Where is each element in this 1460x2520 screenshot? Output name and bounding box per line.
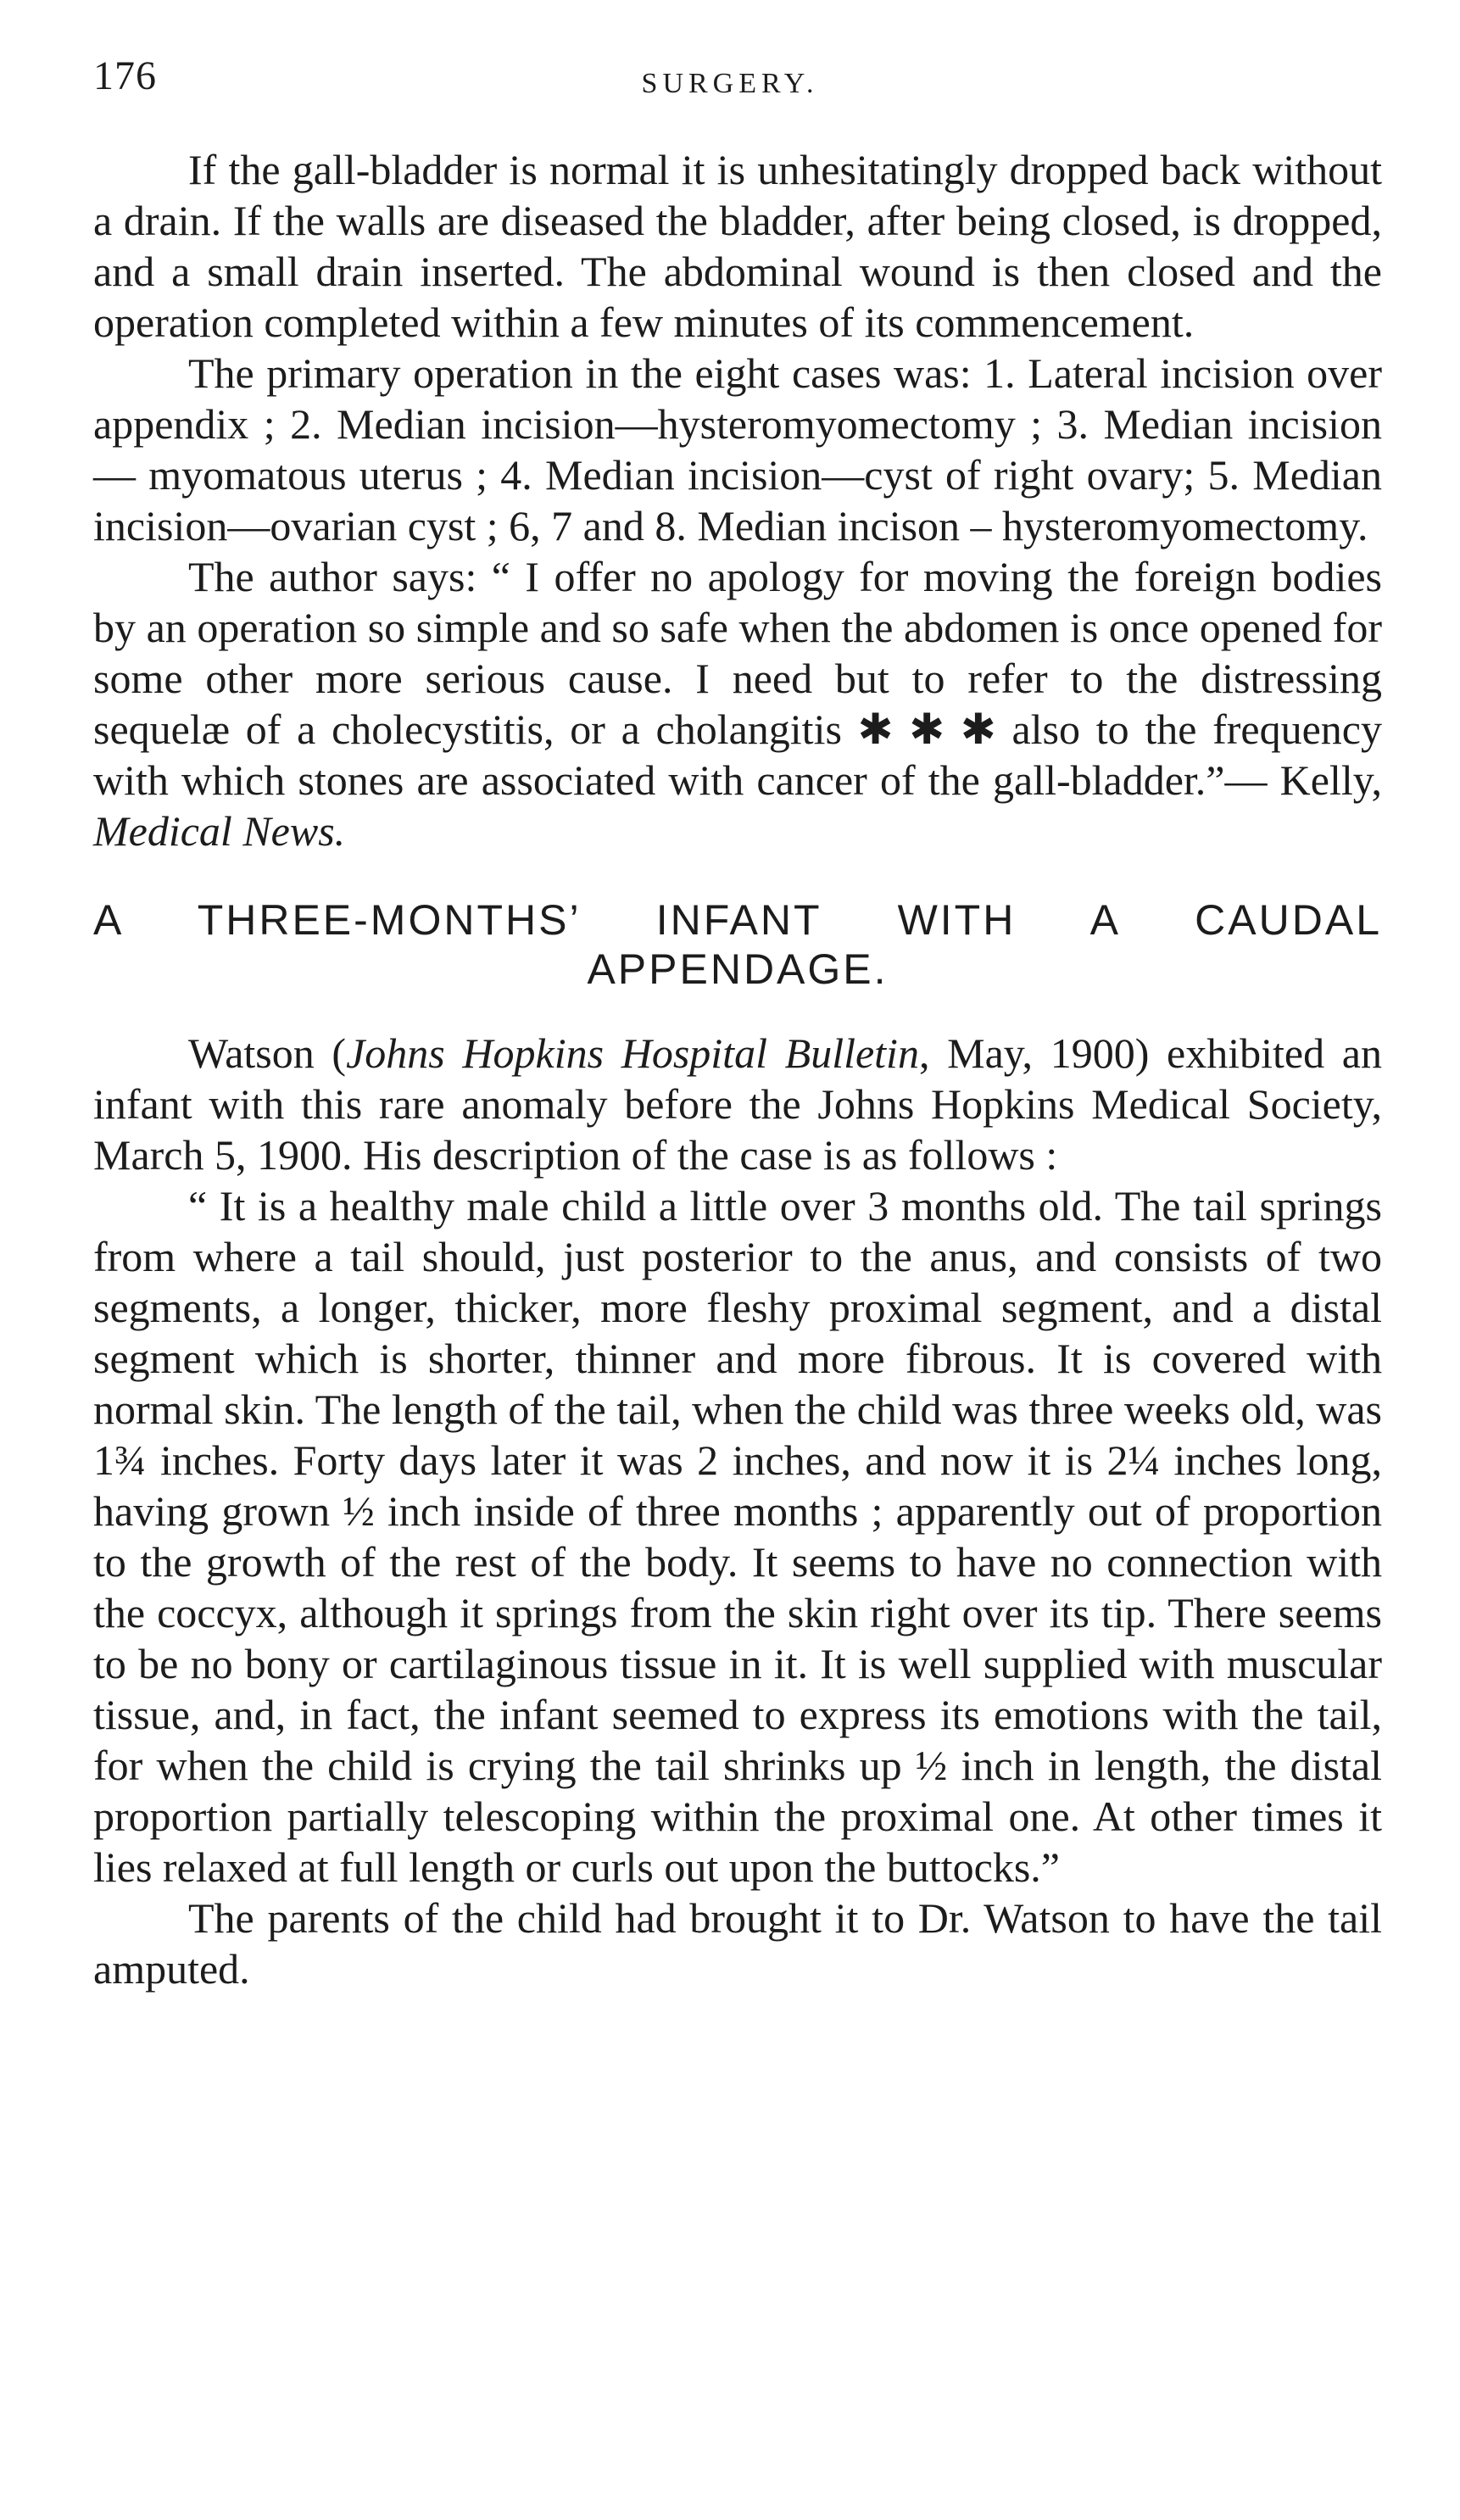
paragraph-primary-operations: The primary operation in the eight cases was: 1. Lateral incision over appendix ; 2. Median incision—hysteromyomectomy ; 3. Median incision — myomatous uterus ; 4. Median incision—cyst of right ovary; 5. Median incision—ovarian cyst ; 6, 7 and 8. Median incison – hysteromyomectomy. (93, 349, 1382, 549)
section-heading-line-1: A THREE-MONTHS’ INFANT WITH A CAUDAL (93, 896, 1382, 944)
paragraph-author-quote (93, 551, 1382, 856)
paragraph-case-description: “ It is a healthy male child a little over 3 months old. The tail springs from where a tail should, just posterior to the anus, and consists of two segments, a longer, thicker, more fleshy proximal segment, and a distal segment which is shorter, thinner and more fibrous. It is covered with normal skin. The length of the tail, when the child was three weeks old, was 1¾ inches. Forty days later it was 2 inches, and now it is 2¼ inches long, having grown ½ inch inside of three months ; apparently out of proportion to the growth of the rest of the body. It seems to have no connection with the coccyx, although it springs from the skin right over its tip. There seems to be no bony or cartilaginous tissue in it. It is well supplied with muscular tissue, and, in fact, the infant seemed to express its emotions with the tail, for when the child is crying the tail shrinks up ½ inch in length, the distal proportion partially telescoping within the proximal one. At other times it lies relaxed at full length or curls out upon the buttocks.” (93, 1182, 1382, 1891)
journal-citation: Johns Hopkins Hospital Bulletin (346, 1029, 919, 1077)
watson-intro-text-b: , May, 1900) exhibited an infant with this rare anomaly before the Johns Hopkins Medical Society, March 5, 1900. His description of the case is as follows : (93, 1029, 1382, 1179)
paragraph-gallbladder-drain: If the gall-bladder is normal it is unhesitatingly dropped back without a drain. If the walls are diseased the bladder, after being closed, is dropped, and a small drain inserted. The abdominal wound is then closed and the operation completed within a few minutes of its commencement. (93, 146, 1382, 346)
paragraph-watson-intro (93, 1028, 1382, 1180)
source-citation: Medical News. (93, 807, 346, 855)
watson-intro-text-a: Watson ( (188, 1029, 347, 1077)
running-title: SURGERY. (641, 68, 819, 99)
section-heading-line-2: APPENDAGE. (587, 945, 889, 993)
author-quote-text: The author says: “ I offer no apology for moving the foreign bodies by an operation so simple and so safe when the abdomen is once opened for some other more serious cause. I need but to refer to the distressing sequelæ of a cholecystitis, or a cholangitis ✱ ✱ ✱ also to the frequency with which stones are associated with cancer of the gall-bladder.”— Kelly, (93, 553, 1382, 804)
section-heading (93, 895, 1382, 994)
page-number: 176 (93, 53, 157, 98)
paragraph-parents: The parents of the child had brought it to Dr. Watson to have the tail amputed. (93, 1894, 1382, 1993)
page-body (93, 144, 1382, 1994)
